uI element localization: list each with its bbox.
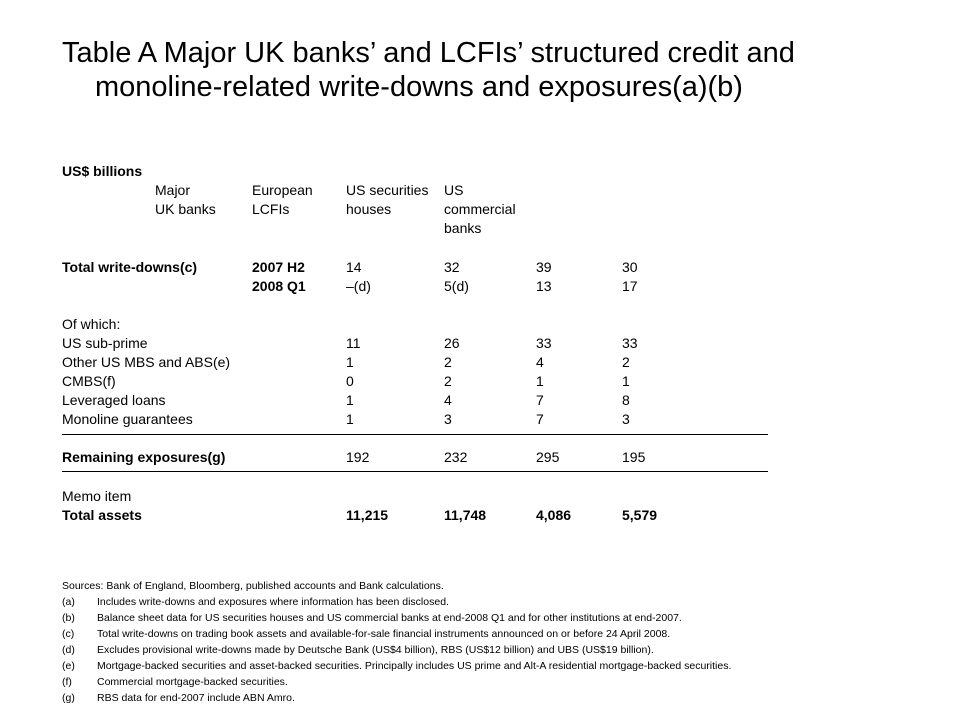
table-cell: 195 — [622, 449, 646, 465]
footnote-key: (b) — [62, 612, 75, 624]
table-cell: 4,086 — [536, 507, 572, 523]
table-cell: 1 — [346, 411, 354, 427]
table-cell: 13 — [536, 278, 552, 294]
footnote-key: (c) — [62, 628, 75, 640]
total-assets-label: Total assets — [62, 507, 142, 523]
footnote-text: Commercial mortgage-backed securities. — [97, 676, 288, 688]
units-label: US$ billions — [62, 163, 143, 179]
divider-rule — [62, 471, 768, 472]
title-line-1: Table A Major UK banks’ and LCFIs’ structured credit and — [62, 37, 795, 69]
table-cell: 30 — [622, 259, 638, 275]
footnote — [62, 658, 731, 674]
table-cell: 17 — [622, 278, 638, 294]
row-label: Other US MBS and ABS(e) — [62, 354, 231, 370]
table-cell: 3 — [444, 411, 452, 427]
table-cell: 5(d) — [444, 278, 469, 294]
table-cell: 26 — [444, 335, 460, 351]
period-label: 2008 Q1 — [252, 278, 306, 294]
page-title — [62, 36, 942, 104]
table-cell: 7 — [536, 411, 544, 427]
table-cell: 1 — [622, 373, 630, 389]
footnote — [62, 626, 670, 642]
col-header-us-commercial-2: commercial — [444, 201, 516, 217]
table-cell: 11 — [346, 335, 361, 351]
col-header-us-commercial-1: US — [444, 182, 464, 198]
table-cell: 232 — [444, 449, 468, 465]
footnote-text: RBS data for end-2007 include ABN Amro. — [97, 692, 295, 704]
table-cell: 295 — [536, 449, 560, 465]
table-cell: 11,215 — [346, 507, 389, 523]
table-cell: 2 — [444, 373, 452, 389]
footnote — [62, 594, 449, 610]
col-header-uk-banks-2: UK banks — [155, 201, 216, 217]
table-cell: 7 — [536, 392, 544, 408]
col-header-us-securities-2: houses — [346, 201, 392, 217]
footnote-key: (a) — [62, 596, 75, 608]
write-downs-label: Total write-downs(c) — [62, 259, 198, 275]
row-label: Monoline guarantees — [62, 411, 193, 427]
table-cell: 4 — [536, 354, 544, 370]
footnote-text: Includes write-downs and exposures where information has been disclosed. — [97, 596, 449, 608]
footnote-text: Excludes provisional write-downs made by Deutsche Bank (US$4 billion), RBS (US$12 billion) and UBS (US$19 billion). — [97, 644, 654, 656]
table-cell: 33 — [536, 335, 552, 351]
footnote-key: (d) — [62, 644, 75, 656]
col-header-lcfis-1: European — [252, 182, 313, 198]
table-cell: 5,579 — [622, 507, 658, 523]
footnote — [62, 674, 288, 690]
table-cell: 1 — [536, 373, 544, 389]
period-label: 2007 H2 — [252, 259, 305, 275]
col-header-uk-banks-1: Major — [155, 182, 191, 198]
table-cell: 1 — [346, 354, 354, 370]
table-cell: –(d) — [346, 278, 371, 294]
footnote-text: Total write-downs on trading book assets and available-for-sale financial instruments announced on or before 24 April 2008. — [97, 628, 671, 640]
footnote — [62, 610, 682, 626]
table-cell: 33 — [622, 335, 638, 351]
row-label: US sub-prime — [62, 335, 148, 351]
table-cell: 8 — [622, 392, 630, 408]
table-cell: 3 — [622, 411, 630, 427]
footnote-text: Mortgage-backed securities and asset-backed securities. Principally includes US prime and Alt-A residential mortgage-backed securities. — [97, 660, 732, 672]
remaining-label: Remaining exposures(g) — [62, 449, 226, 465]
table-cell: 32 — [444, 259, 460, 275]
table-cell: 2 — [622, 354, 630, 370]
col-header-us-securities-1: US securities — [346, 182, 429, 198]
col-header-lcfis-2: LCFIs — [252, 201, 290, 217]
title-line-2: monoline-related write-downs and exposures(a)(b) — [95, 71, 743, 103]
col-header-us-commercial-3: banks — [444, 220, 482, 236]
table-cell: 39 — [536, 259, 552, 275]
footnote — [62, 690, 295, 706]
table-cell: 14 — [346, 259, 362, 275]
table-cell: 4 — [444, 392, 452, 408]
sources-note: Sources: Bank of England, Bloomberg, published accounts and Bank calculations. — [62, 580, 444, 592]
table-cell: 11,748 — [444, 507, 487, 523]
footnote-key: (g) — [62, 692, 75, 704]
footnote-key: (e) — [62, 660, 75, 672]
divider-rule — [62, 434, 768, 435]
of-which-label: Of which: — [62, 316, 121, 332]
table-cell: 0 — [346, 373, 354, 389]
memo-label: Memo item — [62, 488, 132, 504]
footnote-key: (f) — [62, 676, 72, 688]
table-cell: 192 — [346, 449, 370, 465]
table-cell: 2 — [444, 354, 452, 370]
footnote — [62, 642, 654, 658]
row-label: CMBS(f) — [62, 373, 116, 389]
row-label: Leveraged loans — [62, 392, 166, 408]
table-cell: 1 — [346, 392, 354, 408]
footnote-text: Balance sheet data for US securities houses and US commercial banks at end-2008 Q1 and for other institutions at end-2007. — [97, 612, 682, 624]
